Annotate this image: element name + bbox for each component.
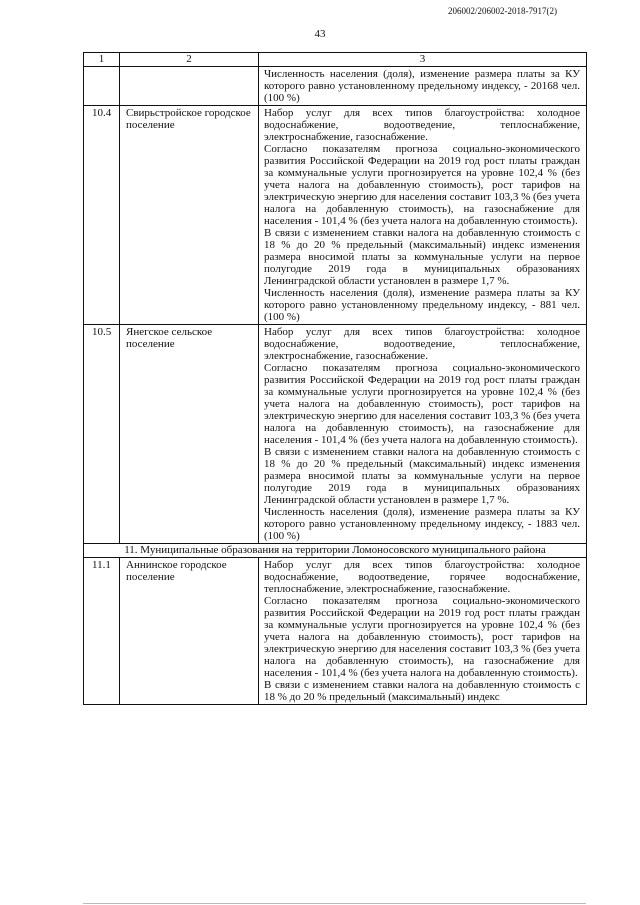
vat-paragraph: В связи с изменением ставки налога на добавленную стоимость с 18 % до 20 % предельный (максимальный) индекс изменения размера вносимой платы за коммунальные услуги на первое полугодие 2019 года в муниципальных образованиях Ленинградской области установлен в размере 1,7 %. xyxy=(264,227,580,287)
table-row xyxy=(84,325,587,544)
row-number: 10.5 xyxy=(84,325,120,544)
column-header-3: 3 xyxy=(259,53,587,67)
scan-edge-line xyxy=(83,903,586,904)
forecast-paragraph: Согласно показателям прогноза социально-экономического развития Российской Федерации на 2019 год рост платы граждан за коммунальные услуги прогнозируется на уровне 102,4 % (без учета налога на добавленную стоимость), рост тарифов на электрическую энергию для населения составит 103,3 % (без учета налога на добавленную стоимость), на газоснабжение для населения - 101,4 % (без учета налога на добавленную стоимость). xyxy=(264,143,580,227)
column-header-2: 2 xyxy=(120,53,259,67)
column-header-1: 1 xyxy=(84,53,120,67)
population-paragraph: Численность населения (доля), изменение размера платы за КУ которого равно установленному предельному индексу, - 881 чел. (100 %) xyxy=(264,287,580,323)
tariff-table xyxy=(83,52,587,705)
population-paragraph: Численность населения (доля), изменение размера платы за КУ которого равно установленному предельному индексу, - 1883 чел. (100 %) xyxy=(264,506,580,542)
row-number: 11.1 xyxy=(84,558,120,705)
section-title: 11. Муниципальные образования на территории Ломоносовского муниципального района xyxy=(84,544,587,558)
row-description xyxy=(259,558,587,705)
row-description xyxy=(259,106,587,325)
services-paragraph: Набор услуг для всех типов благоустройства: холодное водоснабжение, водоотведение, теплоснабжение, электроснабжение, газоснабжение. xyxy=(264,326,580,362)
municipality-name: Аннинское городское поселение xyxy=(120,558,259,705)
table-header-row xyxy=(84,53,587,67)
row-number xyxy=(84,67,120,106)
table-row xyxy=(84,106,587,325)
table-row xyxy=(84,558,587,705)
services-paragraph: Набор услуг для всех типов благоустройства: холодное водоснабжение, водоотведение, горячее водоснабжение, теплоснабжение, электроснабжение, газоснабжение. xyxy=(264,559,580,595)
municipality-name: Янегское сельское поселение xyxy=(120,325,259,544)
page-number: 43 xyxy=(314,28,326,40)
row-number: 10.4 xyxy=(84,106,120,325)
forecast-paragraph: Согласно показателям прогноза социально-экономического развития Российской Федерации на 2019 год рост платы граждан за коммунальные услуги прогнозируется на уровне 102,4 % (без учета налога на добавленную стоимость), рост тарифов на электрическую энергию для населения составит 103,3 % (без учета налога на добавленную стоимость), на газоснабжение для населения - 101,4 % (без учета налога на добавленную стоимость). xyxy=(264,595,580,679)
vat-paragraph: В связи с изменением ставки налога на добавленную стоимость с 18 % до 20 % предельный (максимальный) индекс xyxy=(264,679,580,703)
forecast-paragraph: Согласно показателям прогноза социально-экономического развития Российской Федерации на 2019 год рост платы граждан за коммунальные услуги прогнозируется на уровне 102,4 % (без учета налога на добавленную стоимость), рост тарифов на электрическую энергию для населения составит 103,3 % (без учета налога на добавленную стоимость), на газоснабжение для населения - 101,4 % (без учета налога на добавленную стоимость). xyxy=(264,362,580,446)
row-description: Численность населения (доля), изменение размера платы за КУ которого равно установленному предельному индексу, - 20168 чел. (100 %) xyxy=(259,67,587,106)
services-paragraph: Набор услуг для всех типов благоустройства: холодное водоснабжение, водоотведение, теплоснабжение, электроснабжение, газоснабжение. xyxy=(264,107,580,143)
municipality-name xyxy=(120,67,259,106)
row-description xyxy=(259,325,587,544)
section-header-row xyxy=(84,544,587,558)
municipality-name: Свирьстройское городское поселение xyxy=(120,106,259,325)
vat-paragraph: В связи с изменением ставки налога на добавленную стоимость с 18 % до 20 % предельный (максимальный) индекс изменения размера вносимой платы за коммунальные услуги на первое полугодие 2019 года в муниципальных образованиях Ленинградской области установлен в размере 1,7 %. xyxy=(264,446,580,506)
document-code: 206002/206002-2018-7917(2) xyxy=(448,6,557,16)
table-row-continuation xyxy=(84,67,587,106)
